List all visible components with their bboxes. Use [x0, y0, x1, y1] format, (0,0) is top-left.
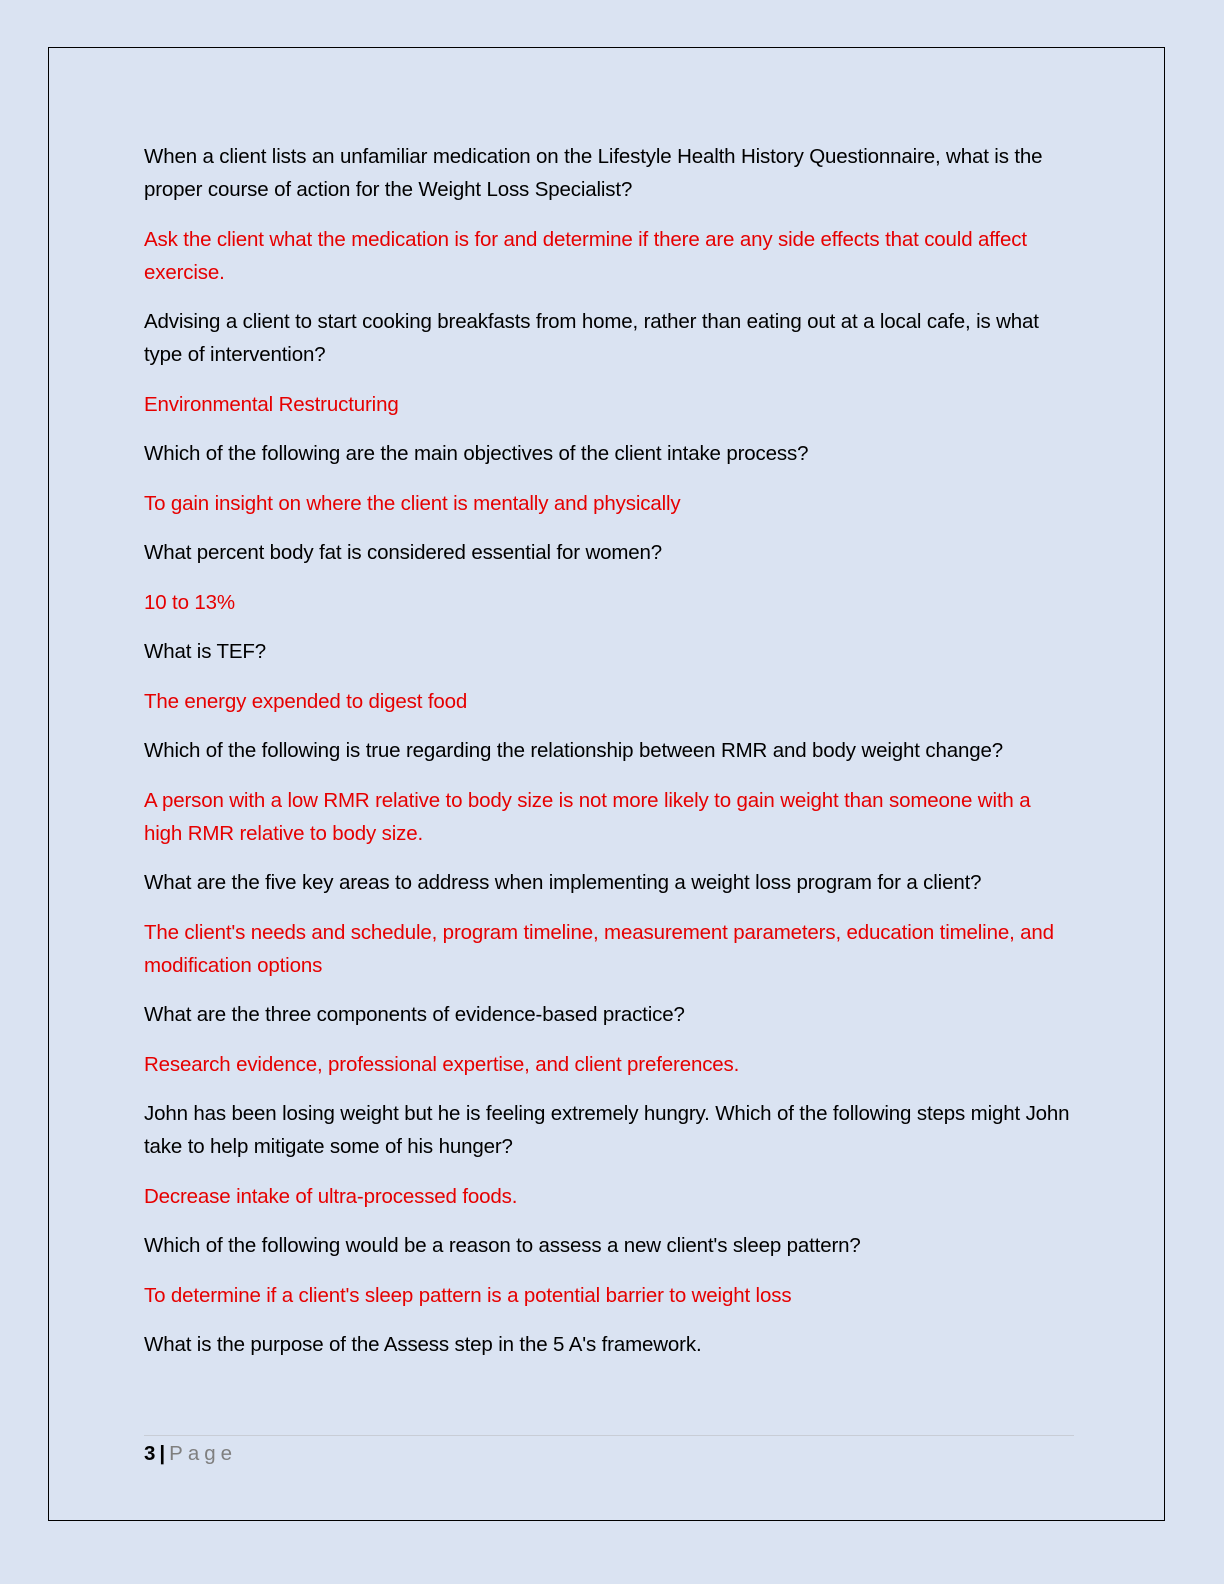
answer-text: The energy expended to digest food	[144, 689, 468, 713]
answer-text: The client's needs and schedule, program timeline, measurement parameters, education timeline, and modification options	[144, 920, 1054, 977]
answer-text: A person with a low RMR relative to body size is not more likely to gain weight than someone with a high RMR relative to body size.	[144, 788, 1031, 845]
question-text: Which of the following would be a reason to assess a new client's sleep pattern?	[144, 1234, 861, 1257]
document-body	[144, 140, 1074, 1378]
footer-divider	[144, 1435, 1074, 1436]
question-text: Which of the following is true regarding the relationship between RMR and body weight change?	[144, 739, 1003, 762]
question-text: What is the purpose of the Assess step in the 5 A's framework.	[144, 1333, 702, 1356]
question-text: John has been losing weight but he is feeling extremely hungry. Which of the following steps might John take to help mitigate some of his hunger?	[144, 1102, 1070, 1158]
answer-text: To determine if a client's sleep pattern is a potential barrier to weight loss	[144, 1283, 792, 1307]
answer-text: Research evidence, professional expertise, and client preferences.	[144, 1052, 740, 1076]
page-footer	[144, 1440, 237, 1468]
footer-separator: |	[159, 1442, 166, 1465]
question-text: Which of the following are the main objectives of the client intake process?	[144, 442, 809, 465]
question-text: What are the five key areas to address when implementing a weight loss program for a client?	[144, 871, 982, 894]
question-text: When a client lists an unfamiliar medication on the Lifestyle Health History Questionnaire, what is the proper course of action for the Weight Loss Specialist?	[144, 145, 1043, 201]
answer-text: Ask the client what the medication is for and determine if there are any side effects that could affect exercise.	[144, 227, 1027, 284]
question-text: What percent body fat is considered essential for women?	[144, 541, 663, 564]
question-text: What are the three components of evidence-based practice?	[144, 1003, 685, 1026]
page-label: Page	[169, 1442, 238, 1465]
question-text: Advising a client to start cooking breakfasts from home, rather than eating out at a local cafe, is what type of intervention?	[144, 310, 1039, 366]
answer-text: To gain insight on where the client is mentally and physically	[144, 491, 681, 515]
question-text: What is TEF?	[144, 640, 266, 663]
answer-text: Environmental Restructuring	[144, 392, 399, 416]
answer-text: 10 to 13%	[144, 590, 235, 614]
answer-text: Decrease intake of ultra-processed foods.	[144, 1184, 518, 1208]
page-number: 3	[144, 1442, 156, 1465]
